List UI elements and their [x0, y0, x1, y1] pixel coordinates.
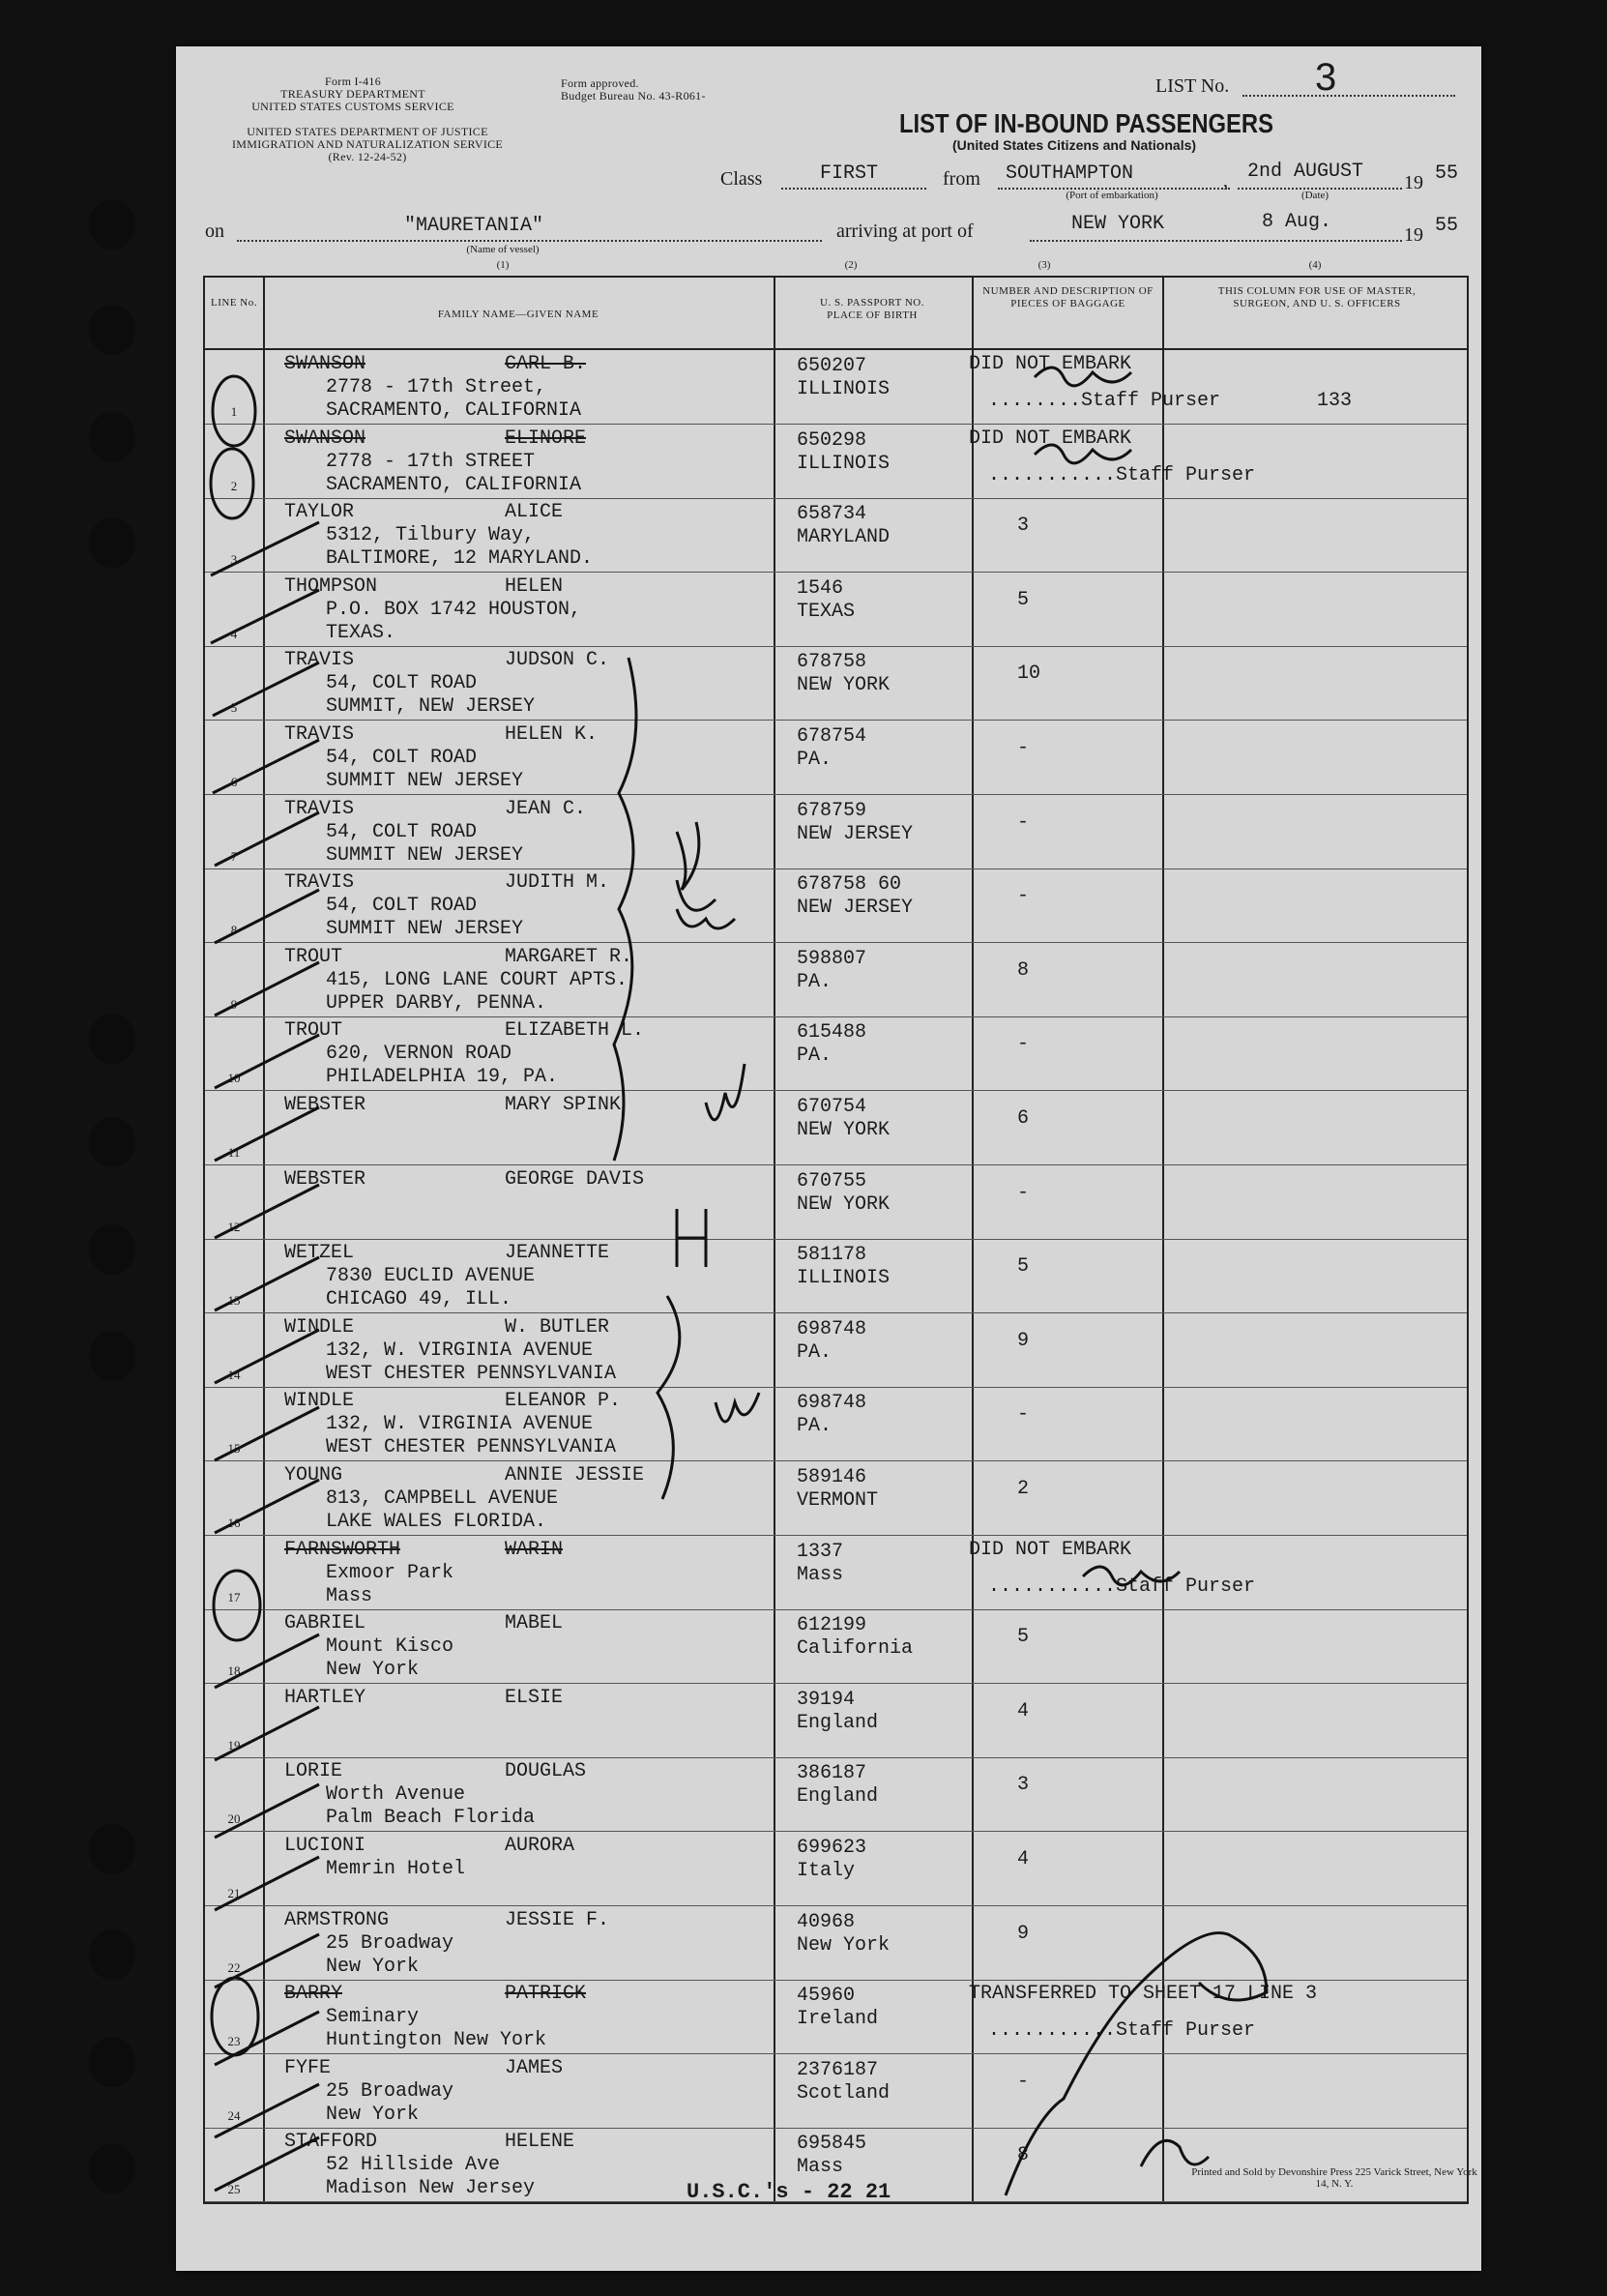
place-of-birth: PA.	[797, 970, 833, 993]
baggage-count: 6	[1017, 1107, 1030, 1130]
address-line-2: UPPER DARBY, PENNA.	[326, 991, 547, 1015]
table-row	[205, 1091, 1467, 1165]
punch-hole	[89, 1331, 135, 1381]
address-line-1: 25 Broadway	[326, 1931, 454, 1955]
treasury-label: TREASURY DEPARTMENT	[280, 87, 425, 101]
passport-number: 2376187	[797, 2058, 879, 2081]
baggage-count: 4	[1017, 1848, 1030, 1870]
passport-number: 1546	[797, 576, 844, 600]
arrival-year-prefix: 19	[1404, 224, 1423, 246]
embark-port: SOUTHAMPTON	[1006, 162, 1134, 185]
passport-number: 670755	[797, 1169, 867, 1192]
punch-hole	[89, 517, 135, 568]
form-agency-block	[242, 75, 464, 113]
line-number: 7	[230, 848, 238, 864]
vessel-caption: (Name of vessel)	[466, 244, 540, 255]
page-subtitle: (United States Citizens and Nationals)	[952, 137, 1197, 153]
passport-number: 698748	[797, 1317, 867, 1340]
family-name: FARNSWORTH	[284, 1538, 401, 1561]
from-label: from	[943, 168, 980, 190]
baggage-count: 5	[1017, 588, 1030, 611]
table-row	[205, 1016, 1467, 1091]
baggage-count: -	[1017, 810, 1030, 834]
family-name: BARRY	[284, 1983, 343, 2006]
line-number: 19	[227, 1737, 241, 1752]
baggage-count: -	[1017, 1403, 1030, 1427]
family-name: WINDLE	[284, 1390, 355, 1413]
address-line-1: 52 Hillside Ave	[326, 2154, 501, 2177]
punch-hole	[89, 2037, 135, 2087]
table-row	[205, 1536, 1467, 1610]
address-line-2: LAKE WALES FLORIDA.	[326, 1511, 547, 1533]
line-number: 11	[227, 1145, 241, 1160]
uscs-count: U.S.C.'s - 22 21	[687, 2180, 891, 2204]
given-name: JEANNETTE	[505, 1242, 610, 1265]
col-header-baggage: NUMBER AND DESCRIPTION OF PIECES OF BAGGAGE	[982, 285, 1154, 309]
status-note: DID NOT EMBARK	[969, 427, 1132, 450]
port-caption: (Port of embarkation)	[1066, 190, 1158, 201]
arrival-line	[1030, 240, 1402, 242]
immigration-label: IMMIGRATION AND NATURALIZATION SERVICE	[231, 137, 504, 151]
given-name: JUDITH M.	[505, 871, 610, 895]
passport-number: 40968	[797, 1910, 856, 1933]
passport-number: 581178	[797, 1244, 867, 1267]
family-name: TRAVIS	[284, 871, 355, 895]
place-of-birth: California	[797, 1637, 914, 1661]
family-name: GABRIEL	[284, 1612, 366, 1635]
col-4-caption: (4)	[1308, 259, 1322, 271]
line-number: 14	[227, 1367, 241, 1382]
line-number: 5	[230, 700, 238, 716]
baggage-count: 9	[1017, 1922, 1030, 1945]
line-number: 3	[230, 552, 238, 568]
status-note: DID NOT EMBARK	[969, 353, 1132, 375]
place-of-birth: NEW YORK	[797, 1192, 891, 1216]
baggage-count: 5	[1017, 1255, 1030, 1279]
family-name: SWANSON	[284, 427, 366, 450]
baggage-count: 4	[1017, 1699, 1030, 1722]
given-name: WARIN	[505, 1538, 564, 1561]
address-line-1: 54, COLT ROAD	[326, 895, 478, 918]
passport-number: 678754	[797, 725, 867, 748]
passport-number: 39194	[797, 1688, 856, 1711]
line-number: 8	[230, 923, 238, 938]
table-row	[205, 2054, 1467, 2129]
passport-number: 650298	[797, 428, 867, 452]
family-name: YOUNG	[284, 1464, 343, 1487]
line-number: 24	[227, 2107, 241, 2123]
given-name: DOUGLAS	[505, 1760, 587, 1783]
address-line-2: BALTIMORE, 12 MARYLAND.	[326, 547, 594, 571]
justice-label: UNITED STATES DEPARTMENT OF JUSTICE	[247, 125, 488, 138]
printer-credit: Printed and Sold by Devonshire Press 225 Varick Street, New York 14, N. Y.	[1191, 2166, 1477, 2190]
col-header-officers: THIS COLUMN FOR USE OF MASTER, SURGEON, AND U. S. OFFICERS	[1217, 285, 1417, 309]
place-of-birth: ILLINOIS	[797, 1267, 891, 1290]
passport-number: 1337	[797, 1540, 844, 1563]
line-number: 18	[227, 1663, 241, 1679]
line-number: 15	[227, 1441, 241, 1457]
passport-number: 678758	[797, 651, 867, 674]
passport-number: 695845	[797, 2133, 867, 2156]
table-row	[205, 868, 1467, 943]
address-line-1: Worth Avenue	[326, 1783, 466, 1807]
address-line-2: New York	[326, 2103, 420, 2126]
table-row	[205, 498, 1467, 573]
place-of-birth: Mass	[797, 1563, 844, 1586]
given-name: MARGARET R.	[505, 945, 633, 968]
extra-note: 133	[1317, 390, 1353, 412]
address-line-2: Mass	[326, 1584, 373, 1607]
line-number: 4	[230, 626, 238, 641]
arrival-date: 8 Aug.	[1262, 211, 1332, 233]
address-line-2: Palm Beach Florida	[326, 1807, 536, 1830]
family-name: THOMPSON	[284, 574, 378, 598]
year-prefix: 19	[1404, 172, 1423, 193]
baggage-count: 3	[1017, 1774, 1030, 1797]
punch-hole	[89, 1014, 135, 1064]
passport-number: 699623	[797, 1837, 867, 1859]
table-row	[205, 1313, 1467, 1388]
punch-hole	[89, 412, 135, 462]
family-name: TRAVIS	[284, 797, 355, 820]
vessel-line	[237, 240, 822, 242]
given-name: MABEL	[505, 1612, 564, 1635]
line-number: 13	[227, 1293, 241, 1309]
baggage-count: -	[1017, 1181, 1030, 1204]
address-line-1: 415, LONG LANE COURT APTS.	[326, 968, 628, 991]
punch-hole	[89, 1224, 135, 1275]
given-name: ANNIE JESSIE	[505, 1464, 645, 1487]
table-row	[205, 1832, 1467, 1906]
family-name: TRAVIS	[284, 649, 355, 672]
class-value: FIRST	[820, 162, 879, 185]
baggage-count: -	[1017, 2070, 1030, 2093]
address-line-1: 620, VERNON ROAD	[326, 1043, 512, 1066]
family-name: HARTLEY	[284, 1686, 366, 1709]
place-of-birth: Ireland	[797, 2008, 879, 2031]
address-line-1: 132, W. VIRGINIA AVENUE	[326, 1339, 594, 1362]
line-number: 17	[227, 1589, 241, 1604]
line-number: 16	[227, 1516, 241, 1530]
table-row	[205, 721, 1467, 795]
address-line-1: 7830 EUCLID AVENUE	[326, 1265, 536, 1288]
place-of-birth: Scotland	[797, 2081, 891, 2105]
passport-number: 658734	[797, 503, 867, 526]
family-name: WEBSTER	[284, 1167, 366, 1191]
page-title: LIST OF IN-BOUND PASSENGERS	[899, 108, 1274, 138]
table-row	[205, 943, 1467, 1017]
list-no-label: LIST No.	[1155, 75, 1230, 97]
baggage-count: 3	[1017, 515, 1030, 538]
line-number: 1	[230, 404, 238, 419]
family-name: TROUT	[284, 945, 343, 968]
passport-number: 678758 60	[797, 873, 902, 897]
date-caption: (Date)	[1300, 190, 1329, 201]
form-approved: Form approved.	[561, 76, 639, 90]
passport-number: 678759	[797, 799, 867, 822]
given-name: ELEANOR P.	[505, 1390, 622, 1413]
address-line-1: 2778 - 17th Street,	[326, 376, 547, 398]
on-label: on	[205, 221, 224, 242]
punch-hole	[89, 305, 135, 355]
baggage-count: 9	[1017, 1329, 1030, 1352]
address-line-2: WEST CHESTER PENNSYLVANIA	[326, 1436, 617, 1459]
arriving-label: arriving at port of	[836, 221, 974, 242]
status-note: TRANSFERRED TO SHEET 17 LINE 3	[969, 1983, 1318, 2006]
address-line-2: SACRAMENTO, CALIFORNIA	[326, 399, 582, 422]
place-of-birth: NEW YORK	[797, 674, 891, 697]
family-name: WEBSTER	[284, 1094, 366, 1116]
line-number: 25	[227, 2182, 241, 2197]
embark-year: 55	[1435, 162, 1459, 185]
place-of-birth: NEW JERSEY	[797, 822, 914, 845]
baggage-count: -	[1017, 1033, 1030, 1056]
address-line-1: P.O. BOX 1742 HOUSTON,	[326, 598, 582, 621]
given-name: W. BUTLER	[505, 1315, 610, 1339]
budget-block	[561, 77, 706, 103]
family-name: ARMSTRONG	[284, 1908, 390, 1931]
table-row	[205, 1684, 1467, 1758]
address-line-1: Mount Kisco	[326, 1635, 454, 1659]
line-number: 2	[230, 478, 238, 493]
place-of-birth: NEW YORK	[797, 1119, 891, 1141]
form-number: Form I-416	[325, 74, 381, 88]
col-header-line: LINE No.	[211, 297, 257, 309]
table-row	[205, 573, 1467, 647]
given-name: GEORGE DAVIS	[505, 1167, 645, 1191]
place-of-birth: NEW JERSEY	[797, 897, 914, 920]
place-of-birth: England	[797, 1785, 879, 1809]
list-no-value: 3	[1315, 56, 1337, 99]
comma: ,	[1223, 170, 1228, 191]
justice-block	[198, 126, 537, 163]
baggage-count: 10	[1017, 662, 1041, 686]
place-of-birth: PA.	[797, 1415, 833, 1438]
class-label: Class	[720, 168, 763, 190]
given-name: PATRICK	[505, 1983, 587, 2006]
purser-note: ...........Staff Purser	[988, 463, 1256, 486]
line-number: 20	[227, 1811, 241, 1827]
place-of-birth: ILLINOIS	[797, 452, 891, 475]
line-number: 22	[227, 1959, 241, 1975]
customs-label: UNITED STATES CUSTOMS SERVICE	[251, 100, 454, 113]
table-row	[205, 1906, 1467, 1981]
given-name: HELENE	[505, 2131, 575, 2154]
baggage-count: 2	[1017, 1478, 1030, 1500]
address-line-1: 813, CAMPBELL AVENUE	[326, 1487, 559, 1510]
given-name: JESSIE F.	[505, 1908, 610, 1931]
address-line-2: SUMMIT NEW JERSEY	[326, 918, 524, 941]
arrival-port: NEW YORK	[1071, 213, 1165, 235]
address-line-2: New York	[326, 1955, 420, 1978]
baggage-count: -	[1017, 737, 1030, 759]
family-name: WINDLE	[284, 1315, 355, 1339]
address-line-1: 54, COLT ROAD	[326, 747, 478, 769]
address-line-2: Huntington New York	[326, 2029, 547, 2052]
line-number: 9	[230, 996, 238, 1012]
given-name: ELSIE	[505, 1686, 564, 1709]
table-row	[205, 1239, 1467, 1313]
table-row	[205, 795, 1467, 869]
rev-label: (Rev. 12-24-52)	[328, 150, 407, 163]
passport-number: 589146	[797, 1466, 867, 1488]
line-number: 21	[227, 1886, 241, 1900]
table-row	[205, 646, 1467, 721]
given-name: AURORA	[505, 1835, 575, 1857]
purser-note: ........Staff Purser	[988, 390, 1221, 412]
baggage-count: 5	[1017, 1626, 1030, 1649]
given-name: JEAN C.	[505, 797, 587, 820]
baggage-count: 8	[1017, 2144, 1030, 2167]
punch-hole	[89, 1929, 135, 1980]
table-row	[205, 425, 1467, 499]
budget-bureau: Budget Bureau No. 43-R061-	[561, 89, 706, 103]
address-line-1: Seminary	[326, 2006, 420, 2029]
family-name: FYFE	[284, 2056, 332, 2079]
place-of-birth: England	[797, 1711, 879, 1734]
family-name: LUCIONI	[284, 1835, 366, 1857]
place-of-birth: ILLINOIS	[797, 378, 891, 400]
given-name: CARL B.	[505, 353, 587, 375]
family-name: STAFFORD	[284, 2131, 378, 2154]
col-1-caption: (1)	[496, 259, 510, 271]
table-row	[205, 1461, 1467, 1536]
baggage-count: -	[1017, 885, 1030, 908]
address-line-1: 54, COLT ROAD	[326, 820, 478, 843]
passport-number: 45960	[797, 1985, 856, 2008]
place-of-birth: New York	[797, 1933, 891, 1957]
address-line-2: SUMMIT NEW JERSEY	[326, 770, 524, 792]
table-row	[205, 1165, 1467, 1240]
passport-number: 612199	[797, 1614, 867, 1637]
table-row	[205, 350, 1467, 425]
address-line-2: SUMMIT, NEW JERSEY	[326, 695, 536, 719]
address-line-2: SUMMIT NEW JERSEY	[326, 843, 524, 867]
address-line-1: 54, COLT ROAD	[326, 672, 478, 695]
place-of-birth: MARYLAND	[797, 526, 891, 549]
family-name: LORIE	[284, 1760, 343, 1783]
passport-number: 698748	[797, 1392, 867, 1415]
passenger-table	[203, 276, 1469, 2204]
table-row	[205, 1980, 1467, 2054]
address-line-1: 2778 - 17th STREET	[326, 450, 536, 473]
address-line-2: CHICAGO 49, ILL.	[326, 1288, 512, 1311]
embark-date: 2nd AUGUST	[1247, 161, 1364, 183]
col-2-caption: (2)	[844, 259, 858, 271]
status-note: DID NOT EMBARK	[969, 1538, 1132, 1561]
punch-hole	[89, 1117, 135, 1167]
punch-hole	[89, 199, 135, 250]
place-of-birth: Mass	[797, 2156, 844, 2179]
line-number: 12	[227, 1219, 241, 1234]
table-row	[205, 1609, 1467, 1684]
vessel-name: "MAURETANIA"	[404, 215, 544, 237]
given-name: ELIZABETH L.	[505, 1019, 645, 1043]
address-line-2: TEXAS.	[326, 621, 396, 644]
address-line-2: WEST CHESTER PENNSYLVANIA	[326, 1362, 617, 1385]
purser-note: ...........Staff Purser	[988, 1575, 1256, 1598]
place-of-birth: TEXAS	[797, 600, 856, 623]
given-name: MARY SPINK	[505, 1094, 622, 1116]
address-line-1: 132, W. VIRGINIA AVENUE	[326, 1413, 594, 1436]
given-name: JAMES	[505, 2056, 564, 2079]
punch-hole	[89, 1824, 135, 1874]
address-line-2: New York	[326, 1659, 420, 1682]
family-name: TROUT	[284, 1019, 343, 1043]
list-no-line	[1242, 95, 1455, 97]
passport-number: 386187	[797, 1762, 867, 1785]
table-row	[205, 1387, 1467, 1461]
address-line-2: Madison New Jersey	[326, 2177, 536, 2200]
place-of-birth: PA.	[797, 1340, 833, 1364]
family-name: TRAVIS	[284, 723, 355, 746]
place-of-birth: PA.	[797, 749, 833, 771]
address-line-1: 5312, Tilbury Way,	[326, 524, 536, 547]
baggage-count: 8	[1017, 958, 1030, 982]
family-name: WETZEL	[284, 1242, 355, 1265]
family-name: TAYLOR	[284, 501, 355, 524]
address-line-1: Exmoor Park	[326, 1561, 454, 1584]
passport-number: 650207	[797, 355, 867, 377]
arrival-year: 55	[1435, 215, 1459, 237]
line-number: 10	[227, 1071, 241, 1086]
col-3-caption: (3)	[1037, 259, 1051, 271]
purser-note: ...........Staff Purser	[988, 2019, 1256, 2043]
line-number: 23	[227, 2034, 241, 2049]
passport-number: 615488	[797, 1021, 867, 1045]
family-name: SWANSON	[284, 353, 366, 375]
given-name: ALICE	[505, 501, 564, 524]
passport-number: 598807	[797, 947, 867, 970]
address-line-1: Memrin Hotel	[326, 1858, 466, 1880]
given-name: HELEN	[505, 574, 564, 598]
place-of-birth: Italy	[797, 1860, 856, 1882]
place-of-birth: PA.	[797, 1045, 833, 1068]
col-header-name: FAMILY NAME—GIVEN NAME	[437, 309, 599, 320]
given-name: HELEN K.	[505, 723, 599, 746]
given-name: JUDSON C.	[505, 649, 610, 672]
col-header-passport: U. S. PASSPORT NO. PLACE OF BIRTH	[820, 297, 924, 321]
passport-number: 670754	[797, 1096, 867, 1118]
class-line	[781, 188, 926, 190]
address-line-1: 25 Broadway	[326, 2079, 454, 2103]
address-line-2: SACRAMENTO, CALIFORNIA	[326, 473, 582, 496]
place-of-birth: VERMONT	[797, 1489, 879, 1512]
address-line-2: PHILADELPHIA 19, PA.	[326, 1066, 559, 1089]
punch-hole	[89, 2143, 135, 2193]
given-name: ELINORE	[505, 427, 587, 450]
table-row	[205, 1757, 1467, 1832]
line-number: 6	[230, 775, 238, 789]
